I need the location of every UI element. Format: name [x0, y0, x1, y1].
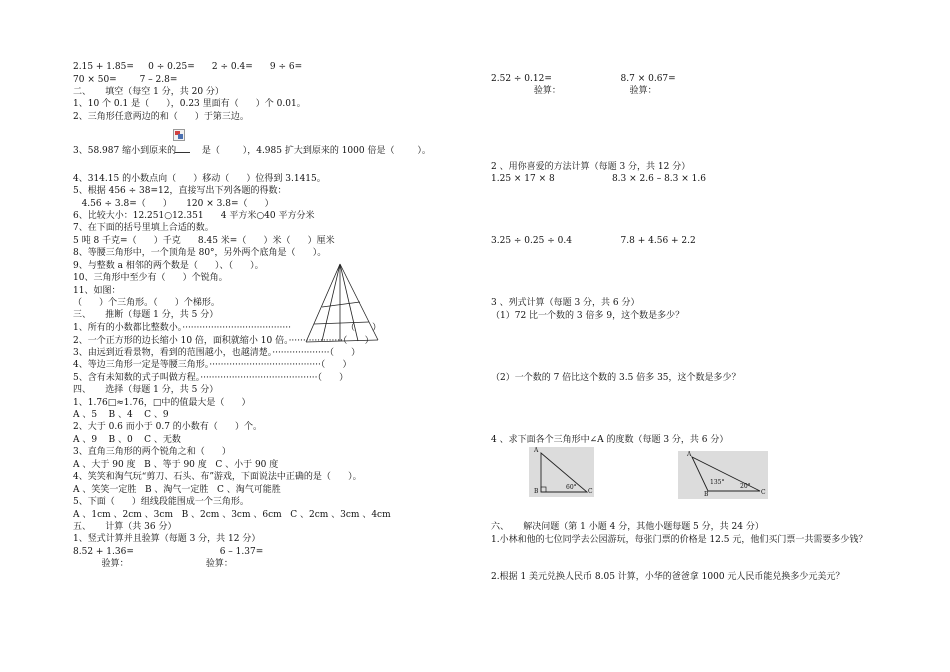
- calc-line-1: 2.15 + 1.85= 0 ÷ 0.25= 2 ÷ 0.4= 9 ÷ 6=: [73, 62, 303, 72]
- right-check-line: 验算： 验算：: [491, 86, 657, 96]
- choice-q1: 1、1.76□≈1.76，□中的值最大是（ ）: [73, 398, 251, 408]
- fill-q9: 9、与整数 a 相邻的两个数是（ ）、（ ）。: [73, 261, 264, 271]
- triangle-1-label-a: A: [534, 447, 539, 454]
- problem-2: 2.根据 1 美元兑换人民币 8.05 计算，小华的爸爸拿 1000 元人民币能兑换多少元美元？: [491, 572, 845, 582]
- calc-sub-1-problems: 8.52 + 1.36= 6 – 1.37=: [73, 547, 264, 557]
- fill-q7-sub: 5 吨 8 千克=（ ）千克 8.45 米=（ ）米（ ）厘米: [73, 236, 335, 246]
- judge-q3: 3、由远到近看景物，看到的范围越小，也越清楚。····················（ ）: [73, 348, 361, 358]
- section-3-heading: 三、 推断（每题 1 分，共 5 分）: [73, 310, 219, 320]
- fill-q6: 6、比较大小：12.251○12.351 4 平方米○40 平方分米: [73, 211, 315, 221]
- fill-q11-sub: （ ）个三角形。（ ）个梯形。: [73, 298, 220, 308]
- fan-triangle-figure: [300, 262, 382, 344]
- fill-q5-sub: 4.56 ÷ 3.8=（ ） 120 × 3.8=（ ）: [73, 199, 274, 209]
- fill-q11: 11、如图：: [73, 286, 121, 296]
- triangle-2-angle-c: 20°: [740, 483, 751, 490]
- broken-image-icon: [173, 129, 185, 141]
- judge-q5: 5、含有未知数的式子叫做方程。·········································（ ）: [73, 373, 349, 383]
- judge-q1: 1、所有的小数都比整数小。······································: [73, 323, 291, 333]
- calc-sub-3-q1: （1）72 比一个数的 3 倍多 9，这个数是多少？: [491, 311, 685, 321]
- fill-q5: 5、根据 456 ÷ 38=12，直接写出下列各题的得数：: [73, 186, 287, 196]
- triangle-2-label-a: A: [687, 451, 692, 458]
- fill-q2: 2、三角形任意两边的和（ ）于第三边。: [73, 112, 249, 122]
- choice-q2: 2、大于 0.6 而小于 0.7 的小数有（ ）个。: [73, 422, 262, 432]
- triangle-1-figure: [529, 447, 594, 497]
- fill-q3: 3、58.987 缩小到原来的 是（ ），4.985 扩大到原来的 1000 倍是（ ）。: [73, 146, 431, 156]
- triangle-1-label-c: C: [588, 488, 593, 495]
- choice-q1-options: A 、5 B 、4 C 、9: [73, 410, 169, 420]
- fill-q1: 1、10 个 0.1 是（ ），0.23 里面有（ ）个 0.01。: [73, 99, 306, 109]
- calc-sub-1-heading: 1、竖式计算并且验算（每题 3 分，共 12 分）: [73, 534, 261, 544]
- calc-sub-2-row-1: 1.25 × 17 × 8 8.3 × 2.6 – 8.3 × 1.6: [491, 174, 706, 184]
- calc-line-2: 70 × 50= 7 – 2.8=: [73, 75, 178, 85]
- choice-q3-options: A 、大于 90 度 B 、等于 90 度 C 、小于 90 度: [73, 460, 279, 470]
- calc-sub-3-q2: （2）一个数的 7 倍比这个数的 3.5 倍多 35，这个数是多少？: [491, 373, 741, 383]
- triangle-2-label-c: C: [761, 489, 766, 496]
- triangle-1-angle: 60°: [566, 484, 577, 491]
- triangle-2-angle-b: 135°: [710, 479, 725, 486]
- triangle-2-label-b: B: [704, 491, 709, 498]
- fill-q8: 8、等腰三角形中，一个顶角是 80°，另外两个底角是（ ）。: [73, 248, 327, 258]
- choice-q5: 5、下面（ ）组线段能围成一个三角形。: [73, 497, 249, 507]
- fill-q7: 7、在下面的括号里填上合适的数。: [73, 223, 214, 233]
- fill-q10: 10、三角形中至少有（ ）个锐角。: [73, 273, 228, 283]
- choice-q4-options: A 、笑笑一定胜 B 、淘气一定胜 C 、淘气可能胜: [73, 485, 281, 495]
- calc-sub-2-heading: 2 、用你喜爱的方法计算（每题 3 分，共 12 分）: [491, 162, 691, 172]
- section-5-heading: 五、 计算（共 36 分）: [73, 522, 177, 532]
- choice-q4: 4、笑笑和淘气玩“剪刀、石头、布”游戏，下面说法中正确的是（ ）。: [73, 472, 362, 482]
- section-2-heading: 二、 填空（每空 1 分，共 20 分）: [73, 87, 224, 97]
- triangle-2-figure: [678, 451, 768, 499]
- fill-q4: 4、314.15 的小数点向（ ）移动（ ）位得到 3.1415。: [73, 174, 326, 184]
- choice-q2-options: A 、9 B 、0 C 、无数: [73, 435, 181, 445]
- triangle-1-label-b: B: [534, 488, 539, 495]
- judge-q2: 2、一个正方形的边长缩小 10 倍，面积就缩小 10 倍。···················（ ）: [73, 336, 374, 346]
- choice-q5-options: A 、1cm 、2cm 、3cm B 、2cm 、3cm 、6cm C 、2cm 、3cm 、4cm: [73, 510, 391, 520]
- right-calc-line-1: 2.52 ÷ 0.12= 8.7 × 0.67=: [491, 74, 676, 84]
- calc-sub-3-heading: 3 、列式计算（每题 3 分，共 6 分）: [491, 298, 640, 308]
- section-4-heading: 四、 选择（每题 1 分，共 5 分）: [73, 385, 219, 395]
- calc-sub-1-check: 验算： 验算：: [73, 559, 233, 569]
- choice-q3: 3、直角三角形的两个锐角之和（ ）: [73, 447, 231, 457]
- judge-q1-paren: （ ）: [346, 323, 382, 333]
- calc-sub-2-row-2: 3.25 ÷ 0.25 ÷ 0.4 7.8 + 4.56 + 2.2: [491, 236, 696, 246]
- problem-1: 1.小林和他的七位同学去公园游玩，每张门票的价格是 12.5 元，他们买门票一共需要多少钱？: [491, 535, 868, 545]
- section-6-heading: 六、 解决问题（第 1 小题 4 分，其他小题每题 5 分，共 24 分）: [491, 522, 764, 532]
- judge-q4: 4、等边三角形一定是等腰三角形。·······································（ ）: [73, 360, 352, 370]
- calc-sub-4-heading: 4 、求下面各个三角形中∠A 的度数（每题 3 分，共 6 分）: [491, 435, 729, 445]
